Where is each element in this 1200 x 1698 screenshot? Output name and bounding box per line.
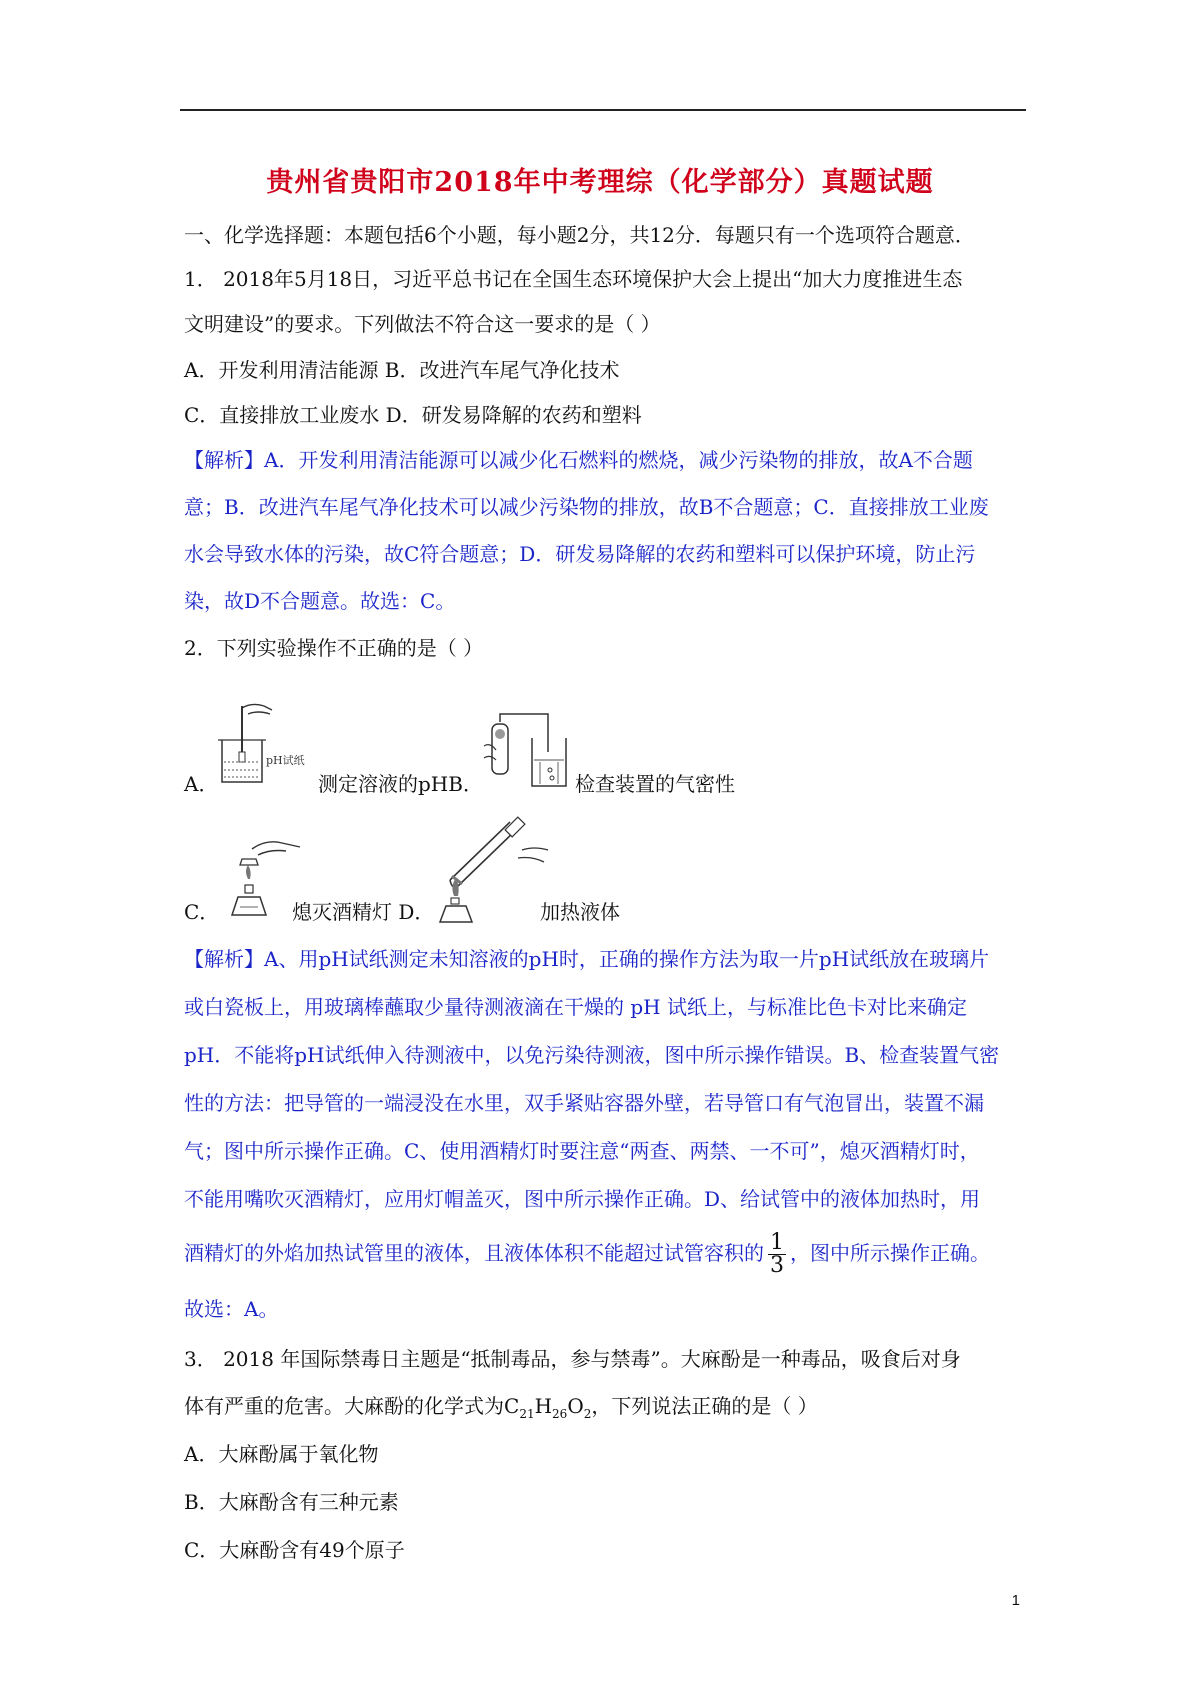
q2-option-c-letter: C． <box>184 900 220 924</box>
q2-analysis-line3: pH．不能将pH试纸伸入待测液中，以免污染待测液，图中所示操作错误。B、检查装置气密 <box>184 1043 1000 1067</box>
ph-strip-label: pH试纸 <box>266 754 305 767</box>
page-title: 贵州省贵阳市2018年中考理综（化学部分）真题试题 <box>266 167 934 198</box>
q2-analysis-line7: 酒精灯的外焰加热试管里的液体，且液体体积不能超过试管容积的 $\frac{1}{3}$ ，图中所示操作正确。 <box>184 1230 990 1278</box>
q2-stem: 2．下列实验操作不正确的是（ ） <box>184 636 484 660</box>
q1-stem-line2: 文明建设”的要求。下列做法不符合这一要求的是（ ） <box>184 312 661 336</box>
q1-analysis-line1: 【解析】A．开发利用清洁能源可以减少化石燃料的燃烧，减少污染物的排放，故A不合题 <box>184 448 973 472</box>
one-third-fraction: $\frac{1}{3}$ <box>770 1230 784 1278</box>
q3-option-b: B．大麻酚含有三种元素 <box>184 1490 399 1514</box>
q1-analysis-line2: 意；B．改进汽车尾气净化技术可以减少污染物的排放，故B不合题意；C．直接排放工业废 <box>184 495 989 519</box>
q2-analysis-line6: 不能用嘴吹灭酒精灯，应用灯帽盖灭，图中所示操作正确。D、给试管中的液体加热时，用 <box>184 1187 981 1211</box>
q1-analysis-line3: 水会导致水体的污染，故C符合题意；D．研发易降解的农药和塑料可以保护环境，防止污 <box>184 542 976 566</box>
q2-option-a-text: 测定溶液的pHB． <box>318 772 483 796</box>
analysis-tag: 【解析】 <box>184 947 264 971</box>
q2-analysis-line5: 气；图中所示操作正确。C、使用酒精灯时要注意“两查、两禁、一不可”，熄灭酒精灯时， <box>184 1139 980 1163</box>
q2-analysis-line4: 性的方法：把导管的一端浸没在水里，双手紧贴容器外壁，若导管口有气泡冒出，装置不漏 <box>184 1091 984 1115</box>
q3-stem-line2: 体有严重的危害。大麻酚的化学式为$C_{21}H_{26}O_2$，下列说法正确的是（ ） <box>184 1394 818 1421</box>
q1-options-ab: A．开发利用清洁能源 B．改进汽车尾气净化技术 <box>184 358 620 382</box>
q2-analysis-line1: 【解析】A、用pH试纸测定未知溶液的pH时，正确的操作方法为取一片pH试纸放在玻璃片 <box>184 947 990 971</box>
analysis-tag: 【解析】 <box>184 448 264 472</box>
q2-analysis-line2: 或白瓷板上，用玻璃棒蘸取少量待测液滴在干燥的 pH 试纸上，与标准比色卡对比来确定 <box>184 995 967 1019</box>
q2-option-a-letter: A． <box>184 772 219 796</box>
q1-stem-line1: 1． 2018年5月18日，习近平总书记在全国生态环境保护大会上提出“加大力度推进生态 <box>184 267 963 291</box>
q2-option-c-text: 熄灭酒精灯 D． <box>292 900 435 924</box>
airtightness-figure <box>470 712 580 794</box>
header-rule <box>180 109 1026 111</box>
section-heading: 一、化学选择题：本题包括6个小题，每小题2分，共12分．每题只有一个选项符合题意． <box>184 223 975 247</box>
q3-option-c: C．大麻酚含有49个原子 <box>184 1538 405 1562</box>
q2-option-d-text: 加热液体 <box>540 900 620 924</box>
q3-option-a: A．大麻酚属于氧化物 <box>184 1442 379 1466</box>
q2-analysis-line8: 故选：A。 <box>184 1297 279 1321</box>
q1-analysis-line4: 染，故D不合题意。故选：C。 <box>184 589 456 613</box>
page-number: 1 <box>1011 1592 1020 1609</box>
ph-test-figure <box>212 700 320 790</box>
q2-option-b-text: 检查装置的气密性 <box>575 772 735 796</box>
heating-liquid-figure <box>432 810 552 925</box>
q3-stem-line1: 3． 2018 年国际禁毒日主题是“抵制毒品，参与禁毒”。大麻酚是一种毒品，吸食后对身 <box>184 1347 961 1371</box>
q1-options-cd: C．直接排放工业废水 D．研发易降解的农药和塑料 <box>184 403 642 427</box>
